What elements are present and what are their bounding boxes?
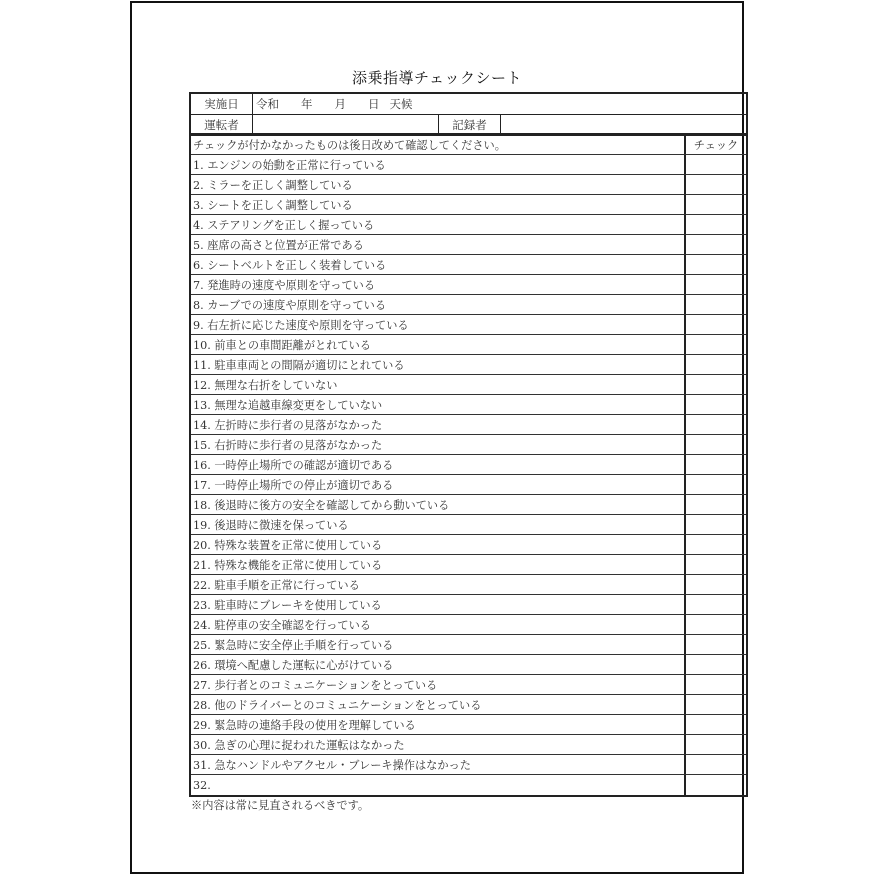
checklist-item-text: 27. 歩行者とのコミュニケーションをとっている <box>191 675 686 694</box>
check-cell[interactable] <box>686 155 746 174</box>
checklist-item-text: 26. 環境へ配慮した運転に心がけている <box>191 655 686 674</box>
checklist-row <box>191 515 746 535</box>
checklist-item-text: 1. エンジンの始動を正常に行っている <box>191 155 686 174</box>
checklist-row <box>191 355 746 375</box>
checklist-item-text: 2. ミラーを正しく調整している <box>191 175 686 194</box>
checklist-item-text: 30. 急ぎの心理に捉われた運転はなかった <box>191 735 686 754</box>
check-cell[interactable] <box>686 695 746 714</box>
checklist-item-text: 31. 急なハンドルやアクセル・ブレーキ操作はなかった <box>191 755 686 774</box>
driver-field[interactable] <box>253 115 439 135</box>
check-cell[interactable] <box>686 335 746 354</box>
checklist-row <box>191 715 746 735</box>
date-field[interactable] <box>253 94 746 114</box>
check-cell[interactable] <box>686 735 746 754</box>
instruction-text: チェックが付かなかったものは後日改めて確認してください。 <box>191 135 686 154</box>
checklist-header-row <box>191 135 746 155</box>
checklist-row <box>191 195 746 215</box>
checklist-row <box>191 335 746 355</box>
checklist-row <box>191 175 746 195</box>
checklist-row <box>191 735 746 755</box>
check-cell[interactable] <box>686 715 746 734</box>
checklist-row <box>191 615 746 635</box>
checklist-row <box>191 675 746 695</box>
checklist-row <box>191 395 746 415</box>
checklist-row <box>191 695 746 715</box>
check-cell[interactable] <box>686 635 746 654</box>
checklist-item-text: 23. 駐車時にブレーキを使用している <box>191 595 686 614</box>
checklist-item-text: 15. 右折時に歩行者の見落がなかった <box>191 435 686 454</box>
date-label: 実施日 <box>191 94 253 114</box>
checklist-row <box>191 435 746 455</box>
checklist-row <box>191 755 746 775</box>
check-cell[interactable] <box>686 675 746 694</box>
checksheet-page <box>130 1 744 874</box>
checklist-row <box>191 595 746 615</box>
checklist-item-text: 28. 他のドライバーとのコミュニケーションをとっている <box>191 695 686 714</box>
checklist-row <box>191 555 746 575</box>
check-cell[interactable] <box>686 655 746 674</box>
check-cell[interactable] <box>686 295 746 314</box>
check-cell[interactable] <box>686 495 746 514</box>
check-cell[interactable] <box>686 215 746 234</box>
check-cell[interactable] <box>686 235 746 254</box>
check-cell[interactable] <box>686 315 746 334</box>
era-label: 令和 <box>256 97 279 111</box>
checklist-row <box>191 415 746 435</box>
checklist-row <box>191 295 746 315</box>
check-column-header: チェック <box>693 138 739 152</box>
checklist-item-text: 21. 特殊な機能を正常に使用している <box>191 555 686 574</box>
checklist-item-text: 12. 無理な右折をしていない <box>191 375 686 394</box>
checklist-item-text: 18. 後退時に後方の安全を確認してから動いている <box>191 495 686 514</box>
checklist-row <box>191 315 746 335</box>
checklist-item-text: 9. 右左折に応じた速度や原則を守っている <box>191 315 686 334</box>
month-label: 月 <box>334 97 346 111</box>
recorder-field[interactable] <box>501 115 746 135</box>
checklist-item-text: 13. 無理な追越車線変更をしていない <box>191 395 686 414</box>
driver-label: 運転者 <box>191 115 253 135</box>
checklist-table <box>189 133 748 797</box>
footer-note: ※内容は常に見直されるべきです。 <box>191 799 370 812</box>
weather-label: 天候 <box>389 97 413 111</box>
check-cell[interactable] <box>686 535 746 554</box>
checklist-item-text: 5. 座席の高さと位置が正常である <box>191 235 686 254</box>
check-cell[interactable] <box>686 175 746 194</box>
checklist-item-text: 11. 駐車車両との間隔が適切にとれている <box>191 355 686 374</box>
checklist-item-text: 25. 緊急時に安全停止手順を行っている <box>191 635 686 654</box>
checklist-row <box>191 275 746 295</box>
header-row-date <box>191 94 746 115</box>
checklist-row <box>191 375 746 395</box>
checklist-item-text: 16. 一時停止場所での確認が適切である <box>191 455 686 474</box>
checklist-item-text: 32. <box>191 775 686 795</box>
check-cell[interactable] <box>686 615 746 634</box>
check-cell[interactable] <box>686 395 746 414</box>
check-cell[interactable] <box>686 575 746 594</box>
check-cell[interactable] <box>686 555 746 574</box>
checklist-row <box>191 535 746 555</box>
check-cell[interactable] <box>686 515 746 534</box>
check-cell[interactable] <box>686 195 746 214</box>
checklist-row <box>191 775 746 795</box>
checklist-row <box>191 475 746 495</box>
checklist-row <box>191 235 746 255</box>
check-cell[interactable] <box>686 435 746 454</box>
checklist-item-text: 6. シートベルトを正しく装着している <box>191 255 686 274</box>
check-cell[interactable] <box>686 455 746 474</box>
checklist-row <box>191 495 746 515</box>
checklist-item-text: 24. 駐停車の安全確認を行っている <box>191 615 686 634</box>
checklist-item-text: 7. 発進時の速度や原則を守っている <box>191 275 686 294</box>
checklist-item-text: 19. 後退時に徴速を保っている <box>191 515 686 534</box>
checklist-row <box>191 255 746 275</box>
checklist-row <box>191 575 746 595</box>
checklist-item-text: 8. カーブでの速度や原則を守っている <box>191 295 686 314</box>
day-label: 日 <box>368 97 380 111</box>
checklist-row <box>191 215 746 235</box>
checklist-item-text: 10. 前車との車間距離がとれている <box>191 335 686 354</box>
checklist-item-text: 20. 特殊な装置を正常に使用している <box>191 535 686 554</box>
check-cell[interactable] <box>686 595 746 614</box>
recorder-label: 記録者 <box>439 115 501 135</box>
page-title: 添乗指導チェックシート <box>351 69 523 87</box>
checklist-item-text: 4. ステアリングを正しく握っている <box>191 215 686 234</box>
checklist-row <box>191 655 746 675</box>
checklist-row <box>191 155 746 175</box>
checklist-row <box>191 455 746 475</box>
checklist-item-text: 22. 駐車手順を正常に行っている <box>191 575 686 594</box>
checklist-item-text: 17. 一時停止場所での停止が適切である <box>191 475 686 494</box>
check-cell[interactable] <box>686 275 746 294</box>
checklist-item-text: 3. シートを正しく調整している <box>191 195 686 214</box>
checklist-item-text: 29. 緊急時の連絡手段の使用を理解している <box>191 715 686 734</box>
checklist-row <box>191 635 746 655</box>
checklist-item-text: 14. 左折時に歩行者の見落がなかった <box>191 415 686 434</box>
check-cell[interactable] <box>686 775 746 795</box>
check-cell[interactable] <box>686 415 746 434</box>
check-cell[interactable] <box>686 475 746 494</box>
check-cell[interactable] <box>686 755 746 774</box>
check-cell[interactable] <box>686 255 746 274</box>
check-cell[interactable] <box>686 355 746 374</box>
header-table <box>189 92 748 136</box>
year-label: 年 <box>301 97 313 111</box>
check-cell[interactable] <box>686 375 746 394</box>
